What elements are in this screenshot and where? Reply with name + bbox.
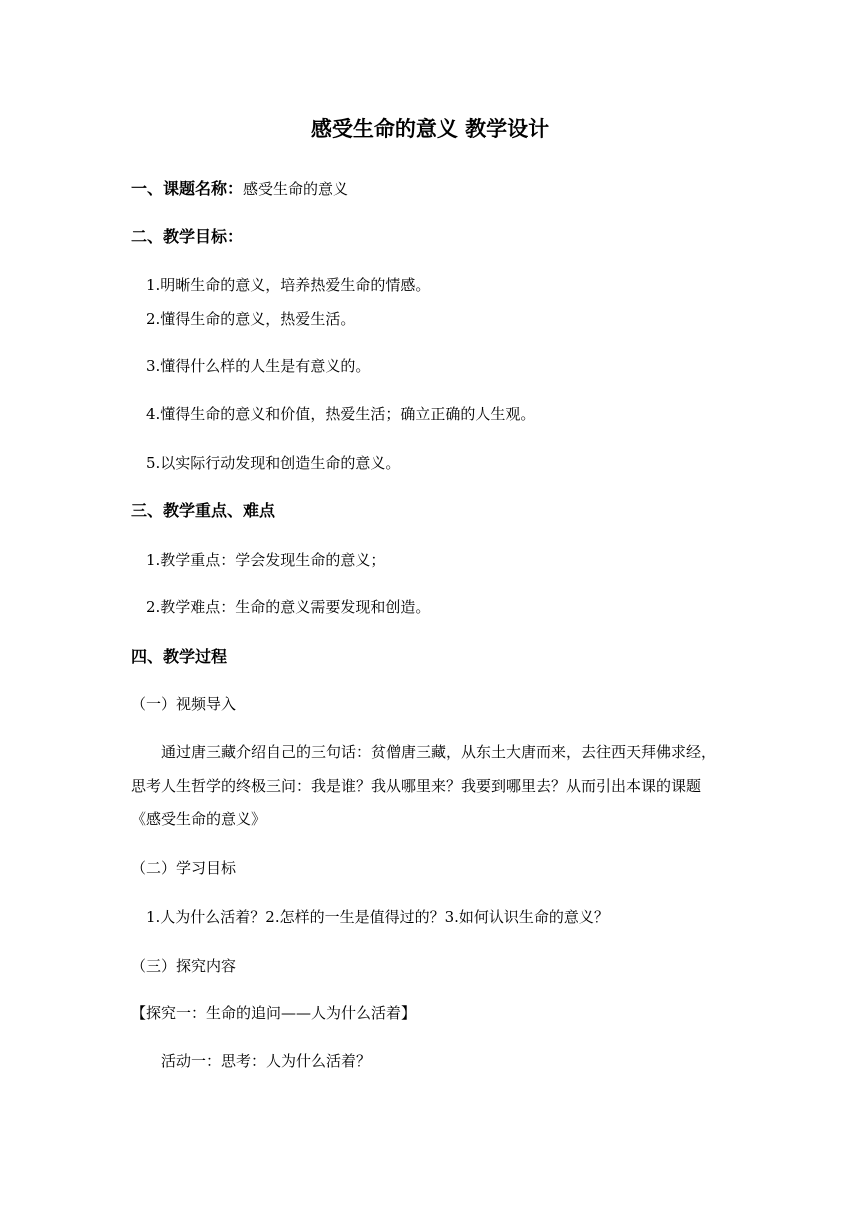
paragraph-line: 通过唐三藏介绍自己的三句话：贫僧唐三藏，从东土大唐而来，去往西天拜佛求经，	[161, 743, 717, 761]
paragraph-line: 思考人生哲学的终极三问：我是谁？我从哪里来？我要到哪里去？从而引出本课的课题	[131, 777, 702, 795]
list-item: 2.教学难点：生命的意义需要发现和创造。	[146, 598, 431, 616]
document-title: 感受生命的意义 教学设计	[310, 117, 550, 141]
section-course-name	[131, 179, 348, 199]
subsection-heading: （一）视频导入	[131, 695, 237, 713]
subsection-heading: （三）探究内容	[131, 957, 237, 975]
list-item: 5.以实际行动发现和创造生命的意义。	[146, 454, 401, 472]
list-item: 2.懂得生命的意义，热爱生活。	[146, 310, 356, 328]
section-heading: 一、课题名称：	[131, 179, 244, 198]
list-item: 4.懂得生命的意义和价值，热爱生活；确立正确的人生观。	[146, 405, 536, 423]
list-item: 1.教学重点：学会发现生命的意义；	[146, 551, 386, 569]
paragraph-line: 《感受生命的意义》	[131, 810, 267, 828]
list-item: 3.懂得什么样的人生是有意义的。	[146, 357, 371, 375]
course-name-value: 感受生命的意义	[243, 180, 349, 198]
section-heading: 四、教学过程	[131, 647, 228, 666]
subsection-heading: （二）学习目标	[131, 859, 237, 877]
section-heading: 三、教学重点、难点	[131, 501, 276, 520]
activity-line: 活动一：思考：人为什么活着？	[161, 1052, 372, 1070]
section-heading: 二、教学目标：	[131, 227, 244, 246]
paragraph-line: 1.人为什么活着？2.怎样的一生是值得过的？3.如何认识生命的意义？	[146, 908, 609, 926]
list-item: 1.明晰生命的意义，培养热爱生命的情感。	[146, 276, 431, 294]
inquiry-heading: 【探究一：生命的追问——人为什么活着】	[131, 1004, 417, 1022]
